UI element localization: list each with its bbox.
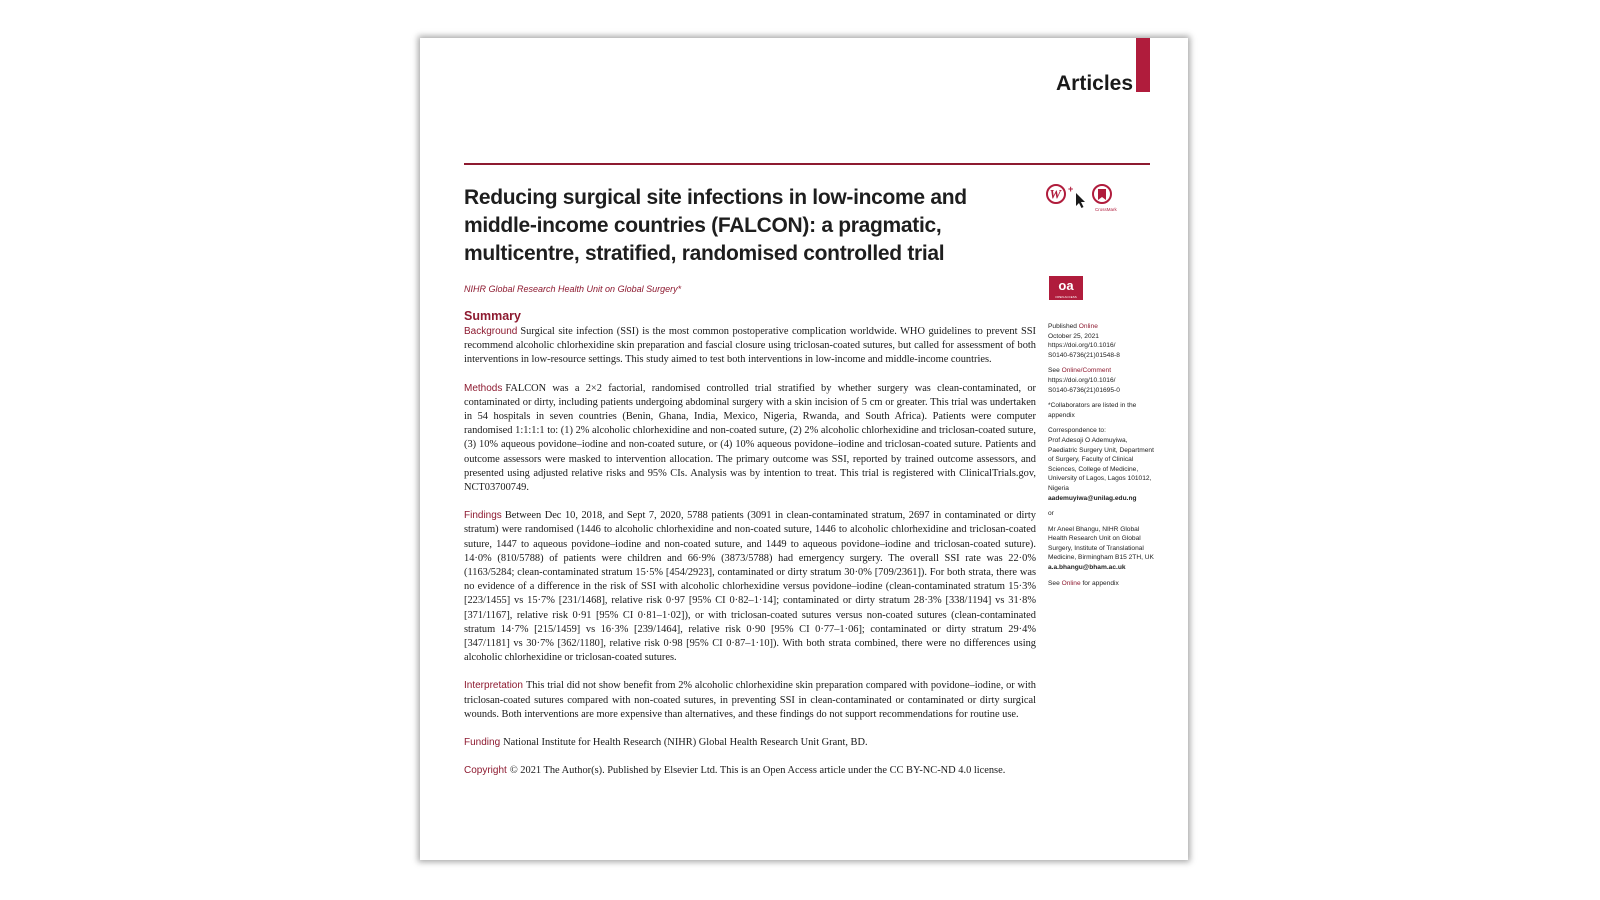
interpretation-text: This trial did not show benefit from 2% alcoholic chlorhexidine skin preparation compared with povidone–iodine, or with triclosan-coated sutures compared with non-coated sutures, in preventing SSI in clean-contaminated or contaminated or dirty surgical wounds. Both interventions are more expensive than alternatives, and these findings do not support recommendations for routine use. — [464, 680, 1036, 720]
correspondence-2-email[interactable]: a.a.bhangu@bham.ac.uk — [1048, 564, 1126, 572]
methods-label: Methods — [464, 382, 503, 394]
article-authors[interactable]: NIHR Global Research Health Unit on Global Surgery* — [464, 284, 682, 294]
findings-label: Findings — [464, 510, 502, 522]
appendix-suffix: for appendix — [1080, 579, 1119, 587]
copyright-label: Copyright — [464, 765, 507, 777]
funding-text: National Institute for Health Research (NIHR) Global Health Research Unit Grant, BD. — [503, 737, 868, 749]
correspondence-block-2 — [1048, 525, 1158, 573]
summary-heading: Summary — [464, 309, 521, 323]
open-access-subtext: OPEN ACCESS — [1055, 295, 1077, 299]
published-block — [1048, 322, 1158, 360]
article-sidebar — [1048, 322, 1158, 594]
journal-accent-bar — [1136, 38, 1150, 92]
comment-doi-line1[interactable]: https://doi.org/10.1016/ — [1048, 376, 1116, 384]
correspondence-2: Mr Aneel Bhangu, NIHR Global Health Research Unit on Global Surgery, Institute of Translational Medicine, Birmingham B15 2TH, UK — [1048, 525, 1154, 562]
open-access-text: oa — [1058, 278, 1074, 293]
appendix-link[interactable]: Online — [1061, 579, 1081, 587]
summary-copyright — [464, 764, 1036, 778]
article-badges — [1046, 184, 1126, 224]
summary-body — [464, 325, 1036, 792]
correspondence-1: Prof Adesoji O Ademuyiwa, Paediatric Surgery Unit, Department of Surgery, Faculty of Clinical Sciences, College of Medicine, University of Lagos, Lagos 101012, Nigeria — [1048, 436, 1154, 492]
lancet-w-icon[interactable] — [1047, 185, 1065, 203]
methods-text: FALCON was a 2×2 factorial, randomised controlled trial stratified by whether surgery was clean-contaminated, or contaminated or dirty, including patients undergoing abdominal surgery with a skin incision of 5 cm or greater. This trial was undertaken in 54 hospitals in seven countries (Benin, Ghana, India, Mexico, Nigeria, Rwanda, and South Africa). Patients were computer randomised 1:1:1:1 to: (1) 2% alcoholic chlorhexidine and non-coated suture, (2) 2% alcoholic chlorhexidine and triclosan-coated suture, (3) 10% aqueous povidone–iodine and non-coated suture, or (4) 10% aqueous povidone–iodine and triclosan-coated suture. Patients and outcome assessors were masked to intervention allocation. The primary outcome was SSI, reported by trained outcome assessors, and presented using adjusted relative risks and 95% CIs. Analysis was by intention to treat. This trial is registered with ClinicalTrials.gov, NCT03700749. — [464, 382, 1036, 494]
crossmark-icon[interactable] — [1093, 185, 1118, 212]
published-doi-line1[interactable]: https://doi.org/10.1016/ — [1048, 342, 1116, 350]
header-rule — [464, 163, 1150, 165]
correspondence-1-email[interactable]: aademuyiwa@unilag.edu.ng — [1048, 494, 1137, 502]
collaborators-note: *Collaborators are listed in the appendix — [1048, 402, 1137, 419]
summary-funding — [464, 736, 1036, 750]
open-access-badge — [1049, 276, 1083, 300]
or-separator: or — [1048, 510, 1054, 518]
summary-background — [464, 325, 1036, 368]
findings-text: Between Dec 10, 2018, and Sept 7, 2020, 5788 patients (3091 in clean-contaminated stratum, 2697 in contaminated or dirty stratum) were randomised (1446 to alcoholic chlorhexidine and non-coated suture, 1446 to alcoholic chlorhexidine and triclosan-coated suture, 1447 to aqueous povidone–iodine and non-coated suture, and 1449 to aqueous povidone–iodine and triclosan-coated suture). 14·0% (810/5788) of patients were children and 66·9% (3873/5788) had emergency surgery. The overall SSI rate was 22·0% (1163/5284; clean-contaminated stratum 15·5% [454/2923], contaminated or dirty stratum 30·0% [709/2361]). For both strata, there was no evidence of a difference in the risk of SSI with alcoholic chlorhexidine versus povidone–iodine (clean-contaminated stratum 15·3% [223/1455] vs 15·7% [231/1468], relative risk 0·97 [95% CI 0·82–1·14]; contaminated or dirty stratum 28·3% [338/1194] vs 31·8% [371/1167], relative risk 0·91 [95% CI 0·81–1·02]), or with triclosan-coated sutures versus non-coated sutures (clean-contaminated stratum 14·7% [215/1459] vs 16·3% [239/1464], relative risk 0·90 [95% CI 0·77–1·06]; contaminated or dirty stratum 29·4% [347/1181] vs 30·7% [362/1180], relative risk 0·98 [95% CI 0·87–1·10]). With both strata combined, there were no differences using alcoholic chlorhexidine or triclosan-coated sutures. — [464, 510, 1036, 664]
funding-label: Funding — [464, 737, 501, 749]
cursor-plus-icon[interactable] — [1068, 184, 1085, 208]
correspondence-label: Correspondence to: — [1048, 427, 1106, 435]
summary-findings — [464, 509, 1036, 665]
appendix-block — [1048, 579, 1158, 589]
background-text: Surgical site infection (SSI) is the most common postoperative complication worldwide. WHO guidelines to prevent SSI recommend alcoholic chlorhexidine skin preparation and fascial closure using triclosan-coated sutures, but called for assessment of both interventions in low-resource settings. This study aimed to test both interventions in low-income and middle-income countries. — [464, 326, 1036, 366]
background-label: Background — [464, 326, 518, 337]
summary-interpretation — [464, 679, 1036, 722]
article-page — [420, 38, 1188, 860]
svg-text:+: + — [1068, 184, 1074, 194]
crossmark-label: CrossMark — [1095, 207, 1117, 212]
published-online-link[interactable]: Online — [1078, 323, 1098, 330]
published-doi-line2[interactable]: S0140-6736(21)01548-8 — [1048, 351, 1120, 359]
comment-doi-line2[interactable]: S0140-6736(21)01695-0 — [1048, 386, 1120, 394]
svg-text:W: W — [1049, 186, 1062, 202]
article-title: Reducing surgical site infections in low-income and middle-income countries (FALCON): a pragmatic, multicentre, stratified, randomised controlled trial — [464, 186, 967, 265]
published-prefix: Published — [1048, 323, 1079, 330]
copyright-text: © 2021 The Author(s). Published by Elsevier Ltd. This is an Open Access article under the CC BY-NC-ND 4.0 license. — [509, 765, 1006, 777]
interpretation-label: Interpretation — [464, 680, 523, 692]
summary-methods — [464, 382, 1036, 496]
section-heading: Articles — [1056, 72, 1134, 95]
appendix-prefix: See — [1048, 579, 1062, 587]
correspondence-block — [1048, 426, 1158, 503]
comment-link[interactable]: Online/Comment — [1061, 367, 1112, 375]
published-date: October 25, 2021 — [1048, 332, 1099, 340]
comment-block — [1048, 366, 1158, 395]
see-prefix: See — [1048, 367, 1062, 375]
